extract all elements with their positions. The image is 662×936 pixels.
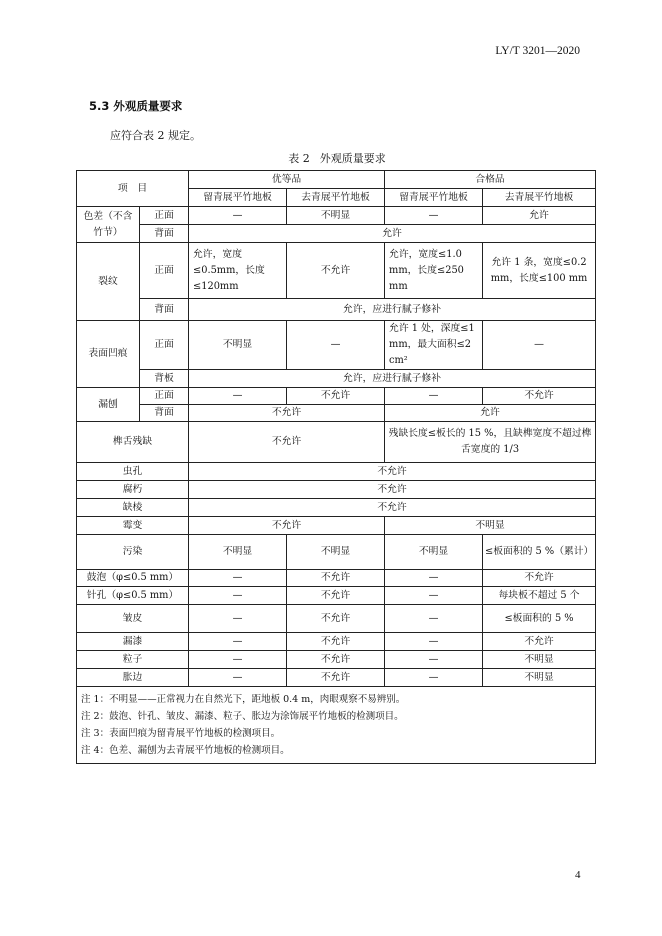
table-cell: 不允许	[189, 422, 385, 463]
item-missing-edge: 缺棱	[77, 499, 189, 517]
table-row	[77, 225, 596, 243]
table-cell: 不明显	[189, 535, 287, 570]
table-cell: —	[385, 651, 483, 669]
page-number: 4	[575, 869, 581, 881]
table-cell: 不允许	[189, 499, 596, 517]
table-cell: 不允许	[483, 388, 596, 405]
table-cell: 允许，宽度≤1.0 mm，长度≤250 mm	[385, 243, 483, 299]
table-cell: 不明显	[287, 535, 385, 570]
table-row	[77, 321, 596, 370]
table-row	[77, 535, 596, 570]
table-cell: 允许	[483, 207, 596, 225]
side-back: 背板	[140, 370, 189, 388]
header-qualified-removed: 去青展平竹地板	[483, 189, 596, 207]
table-row	[77, 499, 596, 517]
item-missed-paint: 漏漆	[77, 633, 189, 651]
table-cell: —	[189, 570, 287, 587]
table-row	[77, 651, 596, 669]
header-superior: 优等品	[189, 171, 385, 189]
table-row	[77, 669, 596, 687]
section-title: 5.3 外观质量要求	[89, 99, 183, 113]
table-cell: 不允许	[287, 633, 385, 651]
table-cell: —	[189, 633, 287, 651]
table-cell: —	[189, 651, 287, 669]
table-cell: —	[385, 587, 483, 605]
table-caption-number: 表 2	[288, 152, 310, 165]
side-back: 背面	[140, 225, 189, 243]
side-back: 背面	[140, 405, 189, 422]
table-cell: —	[483, 321, 596, 370]
table-cell: 不明显	[287, 207, 385, 225]
side-back: 背面	[140, 299, 189, 321]
table-cell: 不允许	[287, 388, 385, 405]
note-4: 注 4：色差、漏刨为去青展平竹地板的检测项目。	[81, 745, 290, 756]
table-cell: ≤板面积的 5 %（累计）	[483, 535, 596, 570]
table-cell: —	[385, 605, 483, 633]
standard-code: LY/T 3201—2020	[495, 45, 580, 57]
item-surface-dent: 表面凹痕	[77, 321, 140, 388]
table-cell: 允许	[385, 405, 596, 422]
table-cell: 不允许	[287, 605, 385, 633]
side-front: 正面	[140, 321, 189, 370]
table-cell: 允许 1 条，宽度≤0.2 mm，长度≤100 mm	[483, 243, 596, 299]
table-cell: —	[189, 207, 287, 225]
table-cell: —	[189, 605, 287, 633]
table-row	[77, 405, 596, 422]
table-cell: 允许，宽度≤0.5mm，长度≤120mm	[189, 243, 287, 299]
table-row	[77, 517, 596, 535]
table-cell: —	[385, 207, 483, 225]
table-cell: 允许，应进行腻子修补	[189, 370, 596, 388]
table-cell: 不允许	[287, 587, 385, 605]
table-cell: 不允许	[189, 463, 596, 481]
table-cell: —	[287, 321, 385, 370]
table-cell: 不允许	[189, 517, 385, 535]
item-tenon-defect: 榫舌残缺	[77, 422, 189, 463]
item-missed-planing: 漏刨	[77, 388, 140, 422]
table-cell: 不允许	[189, 405, 385, 422]
header-qualified-retained: 留青展平竹地板	[385, 189, 483, 207]
table-row	[77, 243, 596, 299]
table-cell: 不允许	[287, 651, 385, 669]
table-cell: 不允许	[287, 570, 385, 587]
note-2: 注 2：鼓泡、针孔、皱皮、漏漆、粒子、胀边为涂饰展平竹地板的检测项目。	[81, 711, 404, 722]
table-cell: 不允许	[483, 570, 596, 587]
table-cell: 残缺长度≤板长的 15 %，且缺榫宽度不超过榫舌宽度的 1/3	[385, 422, 596, 463]
notes-row	[77, 687, 596, 764]
table-row	[77, 587, 596, 605]
table-cell: 不允许	[189, 481, 596, 499]
item-crack: 裂纹	[77, 243, 140, 321]
side-front: 正面	[140, 243, 189, 299]
table-cell: —	[385, 633, 483, 651]
table-notes	[77, 687, 596, 764]
side-front: 正面	[140, 207, 189, 225]
item-wrinkle: 皱皮	[77, 605, 189, 633]
item-stain: 污染	[77, 535, 189, 570]
table-cell: 允许，应进行腻子修补	[189, 299, 596, 321]
table-cell: 不明显	[189, 321, 287, 370]
appearance-quality-table	[76, 170, 596, 764]
table-cell: 不允许	[483, 633, 596, 651]
table-cell: 每块板不超过 5 个	[483, 587, 596, 605]
table-cell: 允许 1 处，深度≤1 mm，最大面积≤2 cm²	[385, 321, 483, 370]
table-cell: 不明显	[385, 535, 483, 570]
table-cell: —	[385, 669, 483, 687]
table-caption	[0, 150, 662, 166]
table-cell: —	[189, 388, 287, 405]
table-cell: 不允许	[287, 669, 385, 687]
table-row	[77, 481, 596, 499]
item-pinhole: 针孔（φ≤0.5 mm）	[77, 587, 189, 605]
header-item: 项 目	[77, 171, 189, 207]
table-cell: 不允许	[287, 243, 385, 299]
item-particle: 粒子	[77, 651, 189, 669]
header-superior-removed: 去青展平竹地板	[287, 189, 385, 207]
item-decay: 腐朽	[77, 481, 189, 499]
item-mold: 霉变	[77, 517, 189, 535]
table-row	[77, 570, 596, 587]
table-cell: 不明显	[385, 517, 596, 535]
table-row	[77, 370, 596, 388]
side-front: 正面	[140, 388, 189, 405]
item-wormhole: 虫孔	[77, 463, 189, 481]
note-1: 注 1：不明显——正常视力在自然光下，距地板 0.4 m，肉眼观察不易辨别。	[81, 694, 406, 705]
item-edge-swelling: 胀边	[77, 669, 189, 687]
table-row	[77, 299, 596, 321]
item-blister: 鼓泡（φ≤0.5 mm）	[77, 570, 189, 587]
table-caption-title: 外观质量要求	[319, 152, 386, 165]
header-qualified: 合格品	[385, 171, 596, 189]
item-color-difference: 色差（不含竹节）	[77, 207, 140, 243]
table-cell: ≤板面积的 5 %	[483, 605, 596, 633]
table-cell: 允许	[189, 225, 596, 243]
table-cell: —	[189, 587, 287, 605]
table-row	[77, 605, 596, 633]
table-row	[77, 388, 596, 405]
header-superior-retained: 留青展平竹地板	[189, 189, 287, 207]
table-row	[77, 422, 596, 463]
table-cell: 不明显	[483, 669, 596, 687]
header-row-groups	[77, 171, 596, 189]
table-row	[77, 207, 596, 225]
table-cell: —	[189, 669, 287, 687]
table-cell: 不明显	[483, 651, 596, 669]
note-3: 注 3：表面凹痕为留青展平竹地板的检测项目。	[81, 728, 281, 739]
table-row	[77, 463, 596, 481]
table-row	[77, 633, 596, 651]
table-cell: —	[385, 570, 483, 587]
table-cell: —	[385, 388, 483, 405]
section-intro: 应符合表 2 规定。	[110, 129, 201, 142]
